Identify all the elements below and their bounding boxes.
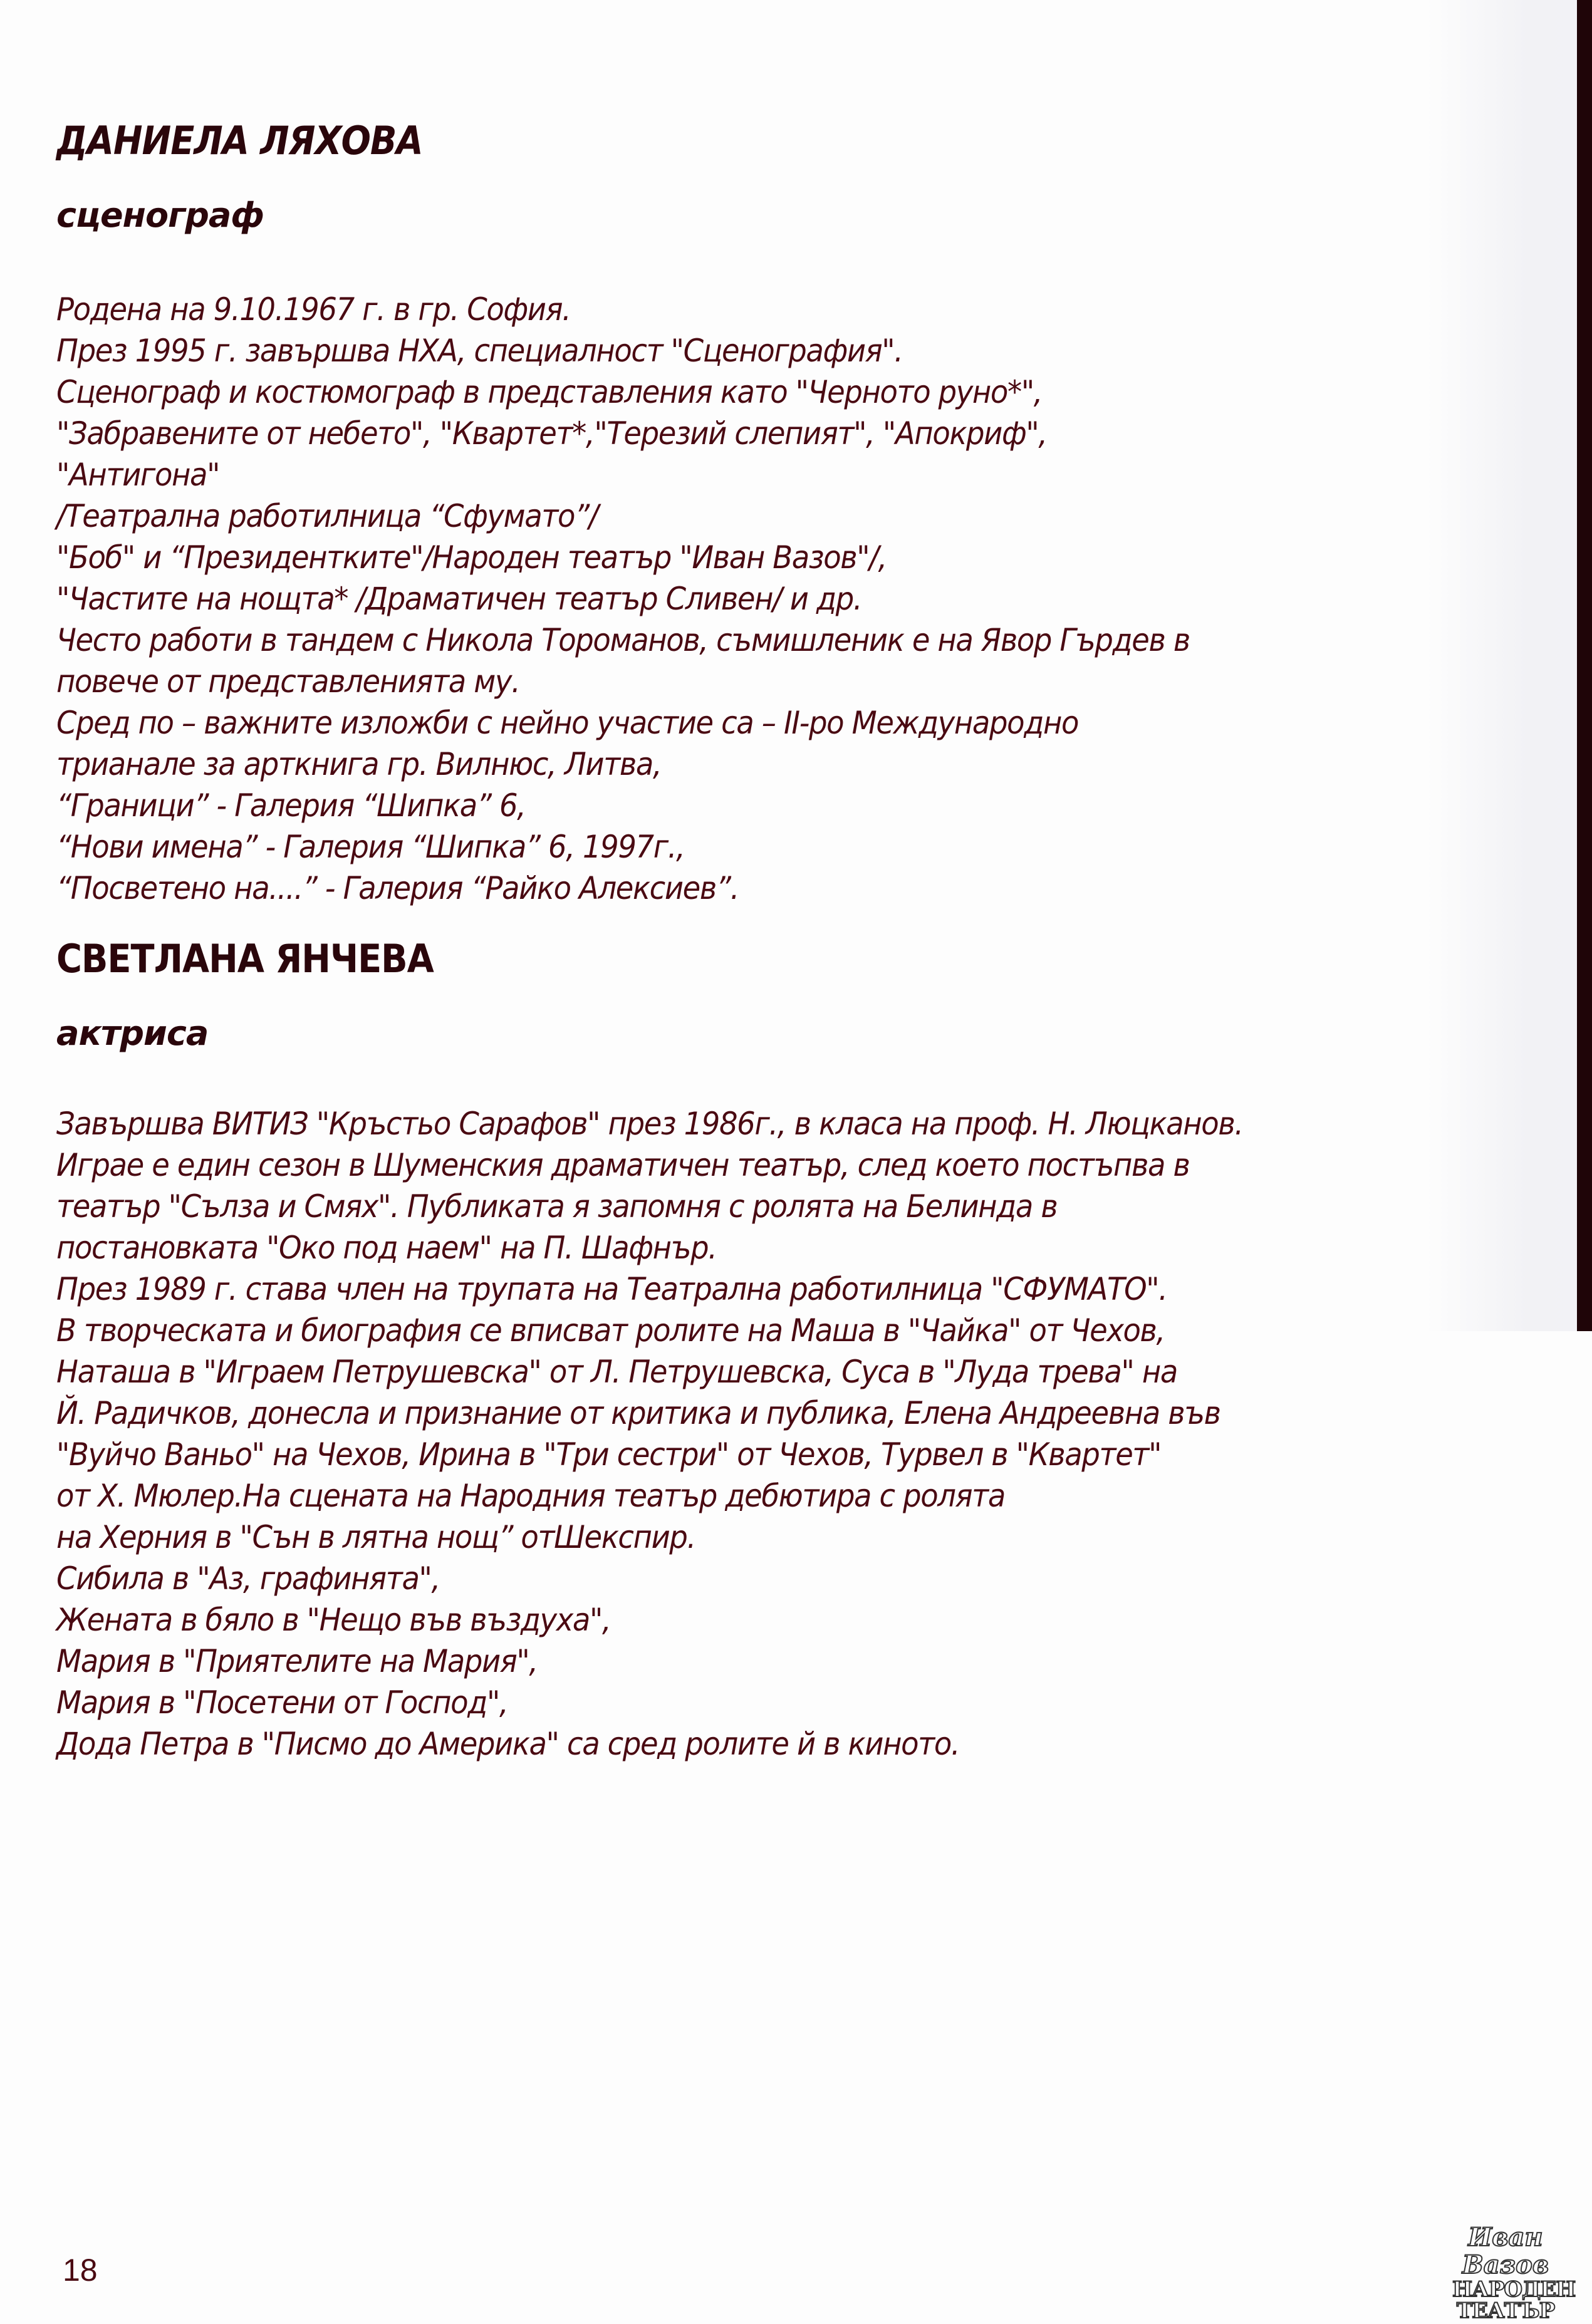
bio-line: Завършва ВИТИЗ "Кръстьо Сарафов" през 1986г., в класа на проф. Н. Люцканов.: [56, 1106, 1243, 1142]
logo-line-1: НАРОДЕН: [1452, 2277, 1576, 2302]
bio-line: "Боб" и “Президентките"/Народен театър "Иван Вазов"/,: [56, 539, 887, 576]
bio-line: "Частите на нощта* /Драматичен театър Сливен/ и др.: [56, 581, 862, 617]
bio-line: “Граници” - Галерия “Шипка” 6,: [56, 787, 526, 824]
adjacent-page-edge: [1577, 0, 1592, 1331]
bio-line: През 1989 г. става член на трупата на Театрална работилница "СФУМАТО".: [56, 1271, 1167, 1307]
bio-line: постановката "Око под наем" на П. Шафнър.: [56, 1230, 717, 1266]
bio-line: театър "Сълза и Смях". Публиката я запомня с ролята на Белинда в: [56, 1188, 1058, 1225]
bio-line: Жената в бяло в "Нещо във въздуха",: [56, 1602, 611, 1638]
bio-line: Й. Радичков, донесла и признание от критика и публика, Елена Андреевна във: [56, 1395, 1220, 1431]
bio-line: Мария в "Приятелите на Мария",: [56, 1643, 538, 1679]
bio-line: Наташа в "Играем Петрушевска" от Л. Петрушевска, Суса в "Луда трева" на: [56, 1354, 1177, 1390]
national-theatre-logo: [1452, 2223, 1576, 2323]
bio-line: "Вуйчо Ваньо" на Чехов, Ирина в "Три сестри" от Чехов, Турвел в "Квартет": [56, 1436, 1162, 1473]
person-role: сценограф: [56, 195, 264, 235]
bio-line: Сибила в "Аз, графинята",: [56, 1560, 440, 1597]
page-number: 18: [63, 2253, 98, 2288]
logo-line-2: ТЕАТЪР: [1456, 2298, 1555, 2323]
bio-line: "Антигона": [56, 457, 220, 493]
bio-line: Играе е един сезон в Шуменския драматичен театър, след което постъпва в: [56, 1147, 1190, 1183]
bio-line: Сценограф и костюмограф в представления като "Черното руно*",: [56, 374, 1043, 410]
logo-script-text: Иван Вазов: [1462, 2223, 1549, 2280]
bio-line: Родена на 9.10.1967 г. в гр. София.: [56, 291, 571, 328]
page-content: [56, 116, 1516, 1765]
person-role: актриса: [56, 1014, 209, 1053]
person-name: СВЕТЛАНА ЯНЧЕВА: [56, 936, 434, 982]
person-name: ДАНИЕЛА ЛЯХОВА: [56, 118, 423, 163]
bio-line: “Нови имена” - Галерия “Шипка” 6, 1997г.,: [56, 829, 685, 865]
bio-line: В творческата и биография се вписват ролите на Маша в "Чайка" от Чехов,: [56, 1312, 1165, 1349]
bio-line: През 1995 г. завършва НХА, специалност "Сценография".: [56, 333, 903, 369]
bio-line: "Забравените от небето", "Квартет*,"Терезий слепият", "Апокриф",: [56, 415, 1047, 452]
bio-line: Често работи в тандем с Никола Тороманов, съмишленик е на Явор Гърдев в: [56, 622, 1190, 658]
bio-line: трианале за арткнига гр. Вилнюс, Литва,: [56, 746, 662, 782]
bio-section-yancheva: [56, 934, 1516, 1765]
bio-line: /Театрална работилница “Сфумато”/: [56, 498, 598, 534]
bio-line: Сред по – важните изложби с нейно участие са – II-ро Международно: [56, 705, 1079, 741]
bio-text: [56, 1103, 1516, 1765]
bio-line: Дода Петра в "Писмо до Америка" са сред ролите й в киното.: [56, 1726, 960, 1762]
bio-text: [56, 289, 1516, 909]
bio-line: “Посветено на....” - Галерия “Райко Алексиев”.: [56, 870, 739, 906]
bio-section-lyahova: [56, 116, 1516, 909]
bio-line: Мария в "Посетени от Господ",: [56, 1684, 508, 1721]
bio-line: от Х. Мюлер.На сцената на Народния театър дебютира с ролята: [56, 1478, 1005, 1514]
bio-line: на Херния в "Сън в лятна нощ” отШекспир.: [56, 1519, 695, 1555]
bio-line: повече от представленията му.: [56, 663, 520, 700]
